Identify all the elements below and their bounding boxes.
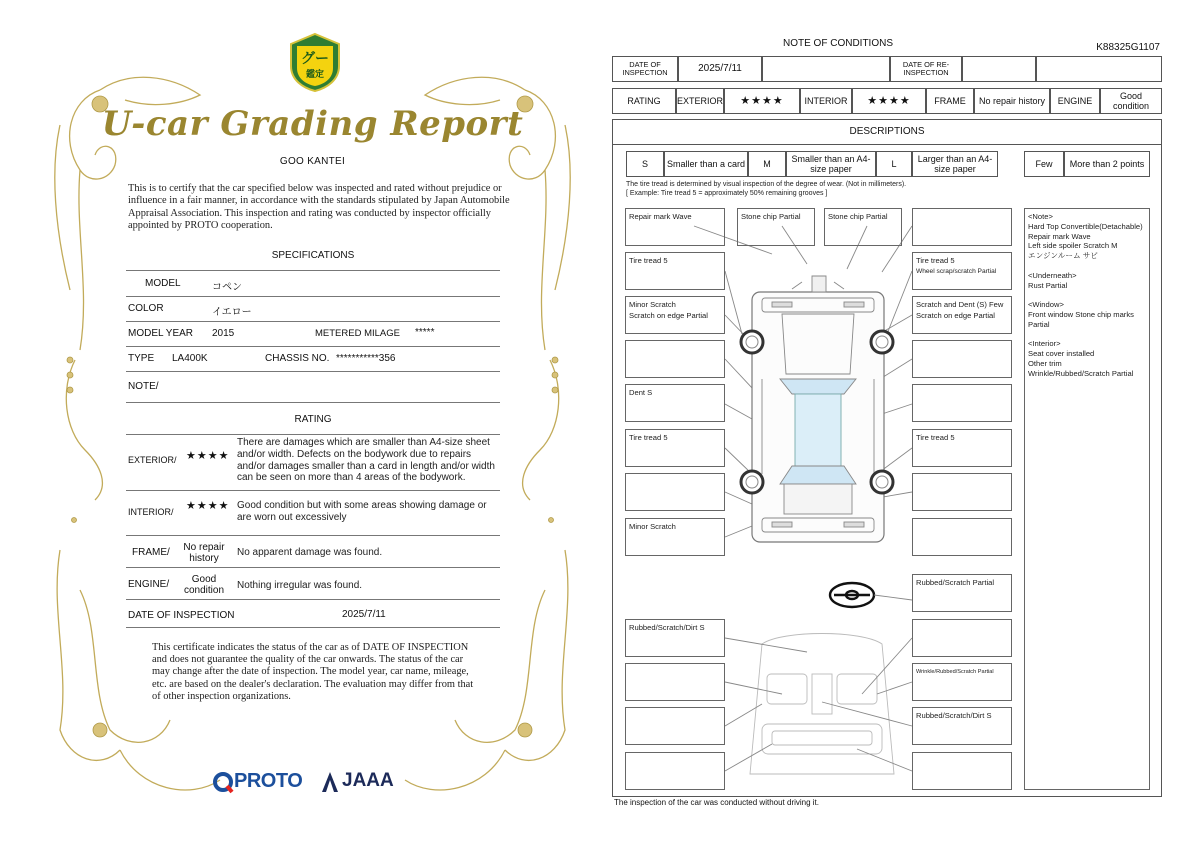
svg-text:グー: グー [301, 51, 329, 67]
condition-box-left-3 [625, 340, 725, 378]
frame-label: FRAME [926, 88, 974, 114]
divider [126, 296, 500, 297]
svg-text:鑑定: 鑑定 [305, 70, 325, 80]
condition-box-front-left: Repair mark Wave [625, 208, 725, 246]
condition-box-interior-right-3: Rubbed/Scratch/Dirt S [912, 707, 1012, 745]
note-label: NOTE/ [128, 381, 159, 392]
frame-description: No apparent damage was found. [237, 547, 383, 558]
legend-few: Few [1024, 151, 1064, 177]
interior-description: Good condition but with some areas showing damage or are worn out excessively [237, 500, 487, 523]
jaaa-logo: JAAA [342, 770, 394, 791]
note-title: NOTE OF CONDITIONS [783, 38, 893, 49]
condition-box-steering: Rubbed/Scratch Partial [912, 574, 1012, 612]
condition-box-right-2 [912, 296, 1012, 334]
proto-logo-icon [212, 771, 234, 793]
divider [126, 599, 500, 600]
model-year-label: MODEL YEAR [128, 328, 194, 339]
engine-label: ENGINE [1050, 88, 1100, 114]
condition-box-interior-left-2 [625, 663, 725, 701]
note-footer: The inspection of the car was conducted without driving it. [614, 798, 819, 807]
date-of-inspection-label: DATE OF INSPECTION [128, 610, 235, 621]
certificate-subtitle: GOO KANTEI [279, 156, 346, 167]
legend-l-desc: Larger than an A4-size paper [912, 151, 998, 177]
condition-box-right-2-line2: Scratch on edge Partial [916, 311, 995, 320]
engine-label: ENGINE/ [128, 579, 170, 590]
divider [126, 567, 500, 568]
metered-milage-value: ***** [415, 327, 435, 338]
divider [126, 371, 500, 372]
date-of-inspection-label: DATE OF INSPECTION [612, 56, 678, 82]
condition-box-right-3 [912, 340, 1012, 378]
exterior-label: EXTERIOR [676, 88, 724, 114]
condition-box-right-1 [912, 252, 1012, 290]
jaaa-logo-icon [320, 770, 340, 794]
certificate-intro: This is to certify that the car specified below was inspected and rated without prejudice or influence in a fair manner, in accordance with the standards stipulated by Japan Automobile Appraisal Association. This inspection and rating was conducted by inspector officially appointed by PROTO cooperation. [128, 183, 510, 232]
condition-box-left-1: Tire tread 5 [625, 252, 725, 290]
condition-box-right-7 [912, 518, 1012, 556]
rating-heading: RATING [294, 414, 332, 425]
condition-box-interior-right-2: Wrinkle/Rubbed/Scratch Partial [912, 663, 1012, 701]
type-label: TYPE [128, 353, 155, 364]
condition-box-front-center-left: Stone chip Partial [737, 208, 815, 246]
legend-l: L [876, 151, 912, 177]
divider [126, 270, 500, 271]
certificate-title: U-car Grading Report [101, 104, 524, 144]
condition-box-interior-left-1: Rubbed/Scratch/Dirt S [625, 619, 725, 657]
date-of-inspection-value: 2025/7/11 [678, 56, 762, 82]
condition-box-interior-right-4 [912, 752, 1012, 790]
date-of-inspection-value: 2025/7/11 [342, 609, 386, 620]
condition-box-left-5: Tire tread 5 [625, 429, 725, 467]
date-of-reinspection-label: DATE OF RE-INSPECTION [890, 56, 962, 82]
legend-s: S [626, 151, 664, 177]
frame-value: No repair history [974, 88, 1050, 114]
notes-box: <Note> Hard Top Convertible(Detachable) Repair mark Wave Left side spoiler Scratch M エンジンルーム サビ <Underneath> Rust Partial <Window> Front window Stone chip marks Partial <Interior> Seat cover installed Other trim Wrinkle/Rubbed/Scratch Partial [1024, 208, 1150, 790]
metered-milage-label: METERED MILAGE [315, 328, 400, 339]
note-of-conditions [612, 34, 1164, 814]
model-year-value: 2015 [212, 328, 235, 339]
exterior-label: EXTERIOR/ [128, 455, 177, 465]
exterior-stars: ★★★★ [186, 450, 230, 462]
specifications-heading: SPECIFICATIONS [271, 250, 355, 261]
descriptions-heading: DESCRIPTIONS [613, 119, 1161, 145]
legend-few-desc: More than 2 points [1064, 151, 1150, 177]
tire-example: [ Example: Tire tread 5 = approximately 50% remaining grooves ] [626, 190, 828, 197]
condition-box-left-7: Minor Scratch [625, 518, 725, 556]
model-value: コペン [212, 282, 242, 293]
condition-box-right-1-line1: Tire tread 5 [916, 256, 955, 265]
condition-box-left-2: Minor Scratch Scratch on edge Partial [625, 296, 725, 334]
chassis-value: ***********356 [336, 353, 396, 364]
tire-note: The tire tread is determined by visual inspection of the degree of wear. (Not in millimeters). [626, 181, 907, 188]
condition-box-right-5: Tire tread 5 [912, 429, 1012, 467]
legend-m-desc: Smaller than an A4-size paper [786, 151, 876, 177]
condition-box-right-6 [912, 473, 1012, 511]
condition-box-front-right [912, 208, 1012, 246]
engine-value: Good condition [1100, 88, 1162, 114]
grading-certificate [40, 30, 585, 820]
divider [126, 346, 500, 347]
exterior-stars: ★★★★ [724, 88, 800, 114]
divider [126, 490, 500, 491]
condition-box-interior-left-3 [625, 707, 725, 745]
color-label: COLOR [128, 303, 164, 314]
condition-box-right-4 [912, 384, 1012, 422]
legend-m: M [748, 151, 786, 177]
divider [126, 535, 500, 536]
exterior-description: There are damages which are smaller than A4-size sheet and/or width. Defects on the bodywork due to repairs and/or damages smaller than a card in length and/or width can be seen on more than 4 areas of the bodywork. [237, 437, 495, 484]
condition-box-right-2-line1: Scratch and Dent (S) Few [916, 300, 1004, 309]
rating-label: RATING [612, 88, 676, 114]
divider [126, 627, 500, 628]
engine-value: Good condition [183, 574, 225, 596]
interior-stars: ★★★★ [186, 500, 230, 512]
model-label: MODEL [145, 278, 181, 289]
frame-value: No repair history [183, 542, 225, 564]
interior-stars: ★★★★ [852, 88, 926, 114]
divider [126, 402, 500, 403]
engine-description: Nothing irregular was found. [237, 580, 363, 591]
divider [126, 321, 500, 322]
certificate-footer: This certificate indicates the status of the car as of DATE OF INSPECTION and does not guarantee the quality of the car onwards. The status of the car may change after the date of inspection. The model year, car name, mileage, etc. are based on the dealer's declaration. The evaluation may differ from that of other inspection organizations. [152, 642, 474, 702]
condition-box-interior-right-1 [912, 619, 1012, 657]
color-value: イエロー [212, 307, 252, 318]
interior-label: INTERIOR [800, 88, 852, 114]
report-code: K88325G1107 [1096, 42, 1160, 53]
condition-box-interior-left-4 [625, 752, 725, 790]
chassis-label: CHASSIS NO. [265, 353, 330, 364]
goo-kantei-badge-icon [287, 32, 343, 92]
condition-box-right-1-line2: Wheel scrap/scratch Partial [916, 268, 997, 275]
interior-label: INTERIOR/ [128, 507, 174, 517]
divider [126, 434, 500, 435]
condition-box-left-4: Dent S [625, 384, 725, 422]
proto-logo: PROTO [234, 770, 303, 792]
legend-s-desc: Smaller than a card [664, 151, 748, 177]
condition-box-left-6 [625, 473, 725, 511]
frame-label: FRAME/ [132, 547, 170, 558]
condition-box-front-center-right: Stone chip Partial [824, 208, 902, 246]
type-value: LA400K [172, 353, 208, 364]
